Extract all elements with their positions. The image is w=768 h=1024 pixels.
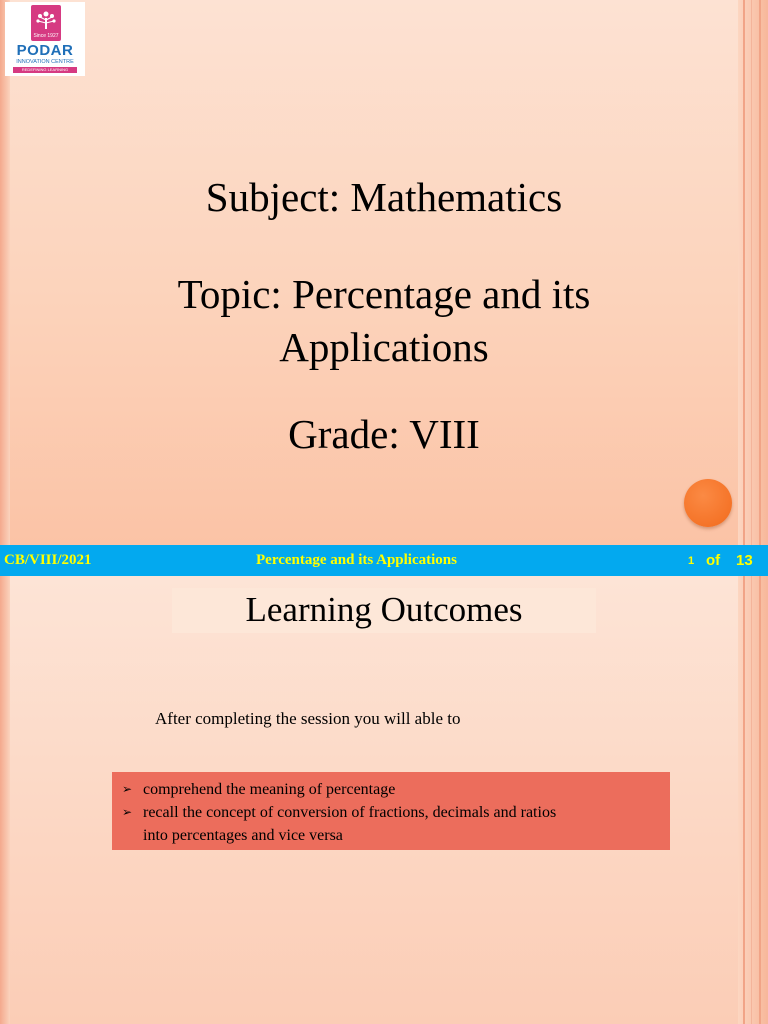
outcomes-list: [112, 772, 670, 847]
footer-page-number: 1: [688, 555, 695, 567]
slide-left-border: [0, 576, 10, 1024]
logo-since-text: Since 1927: [33, 33, 59, 39]
logo-tagline: REDEFINING LEARNING: [13, 67, 77, 73]
orange-circle-decoration: [684, 479, 732, 527]
subject-title: Subject: Mathematics: [205, 174, 563, 220]
arrowhead-bullet-icon: ➢: [122, 782, 133, 796]
learning-outcomes-heading-box: [172, 588, 596, 633]
footer-title: Percentage and its Applications: [256, 552, 457, 568]
outcomes-list-box: [112, 772, 670, 850]
topic-line-1: Topic: Percentage and its: [177, 271, 591, 317]
footer-page-total: 13: [736, 552, 753, 569]
list-item: [122, 778, 670, 801]
grade-title: Grade: VIII: [288, 411, 480, 457]
topic-title: [0, 268, 768, 374]
podar-logo: [5, 2, 85, 76]
list-item-text: comprehend the meaning of percentage: [143, 781, 396, 798]
slide-footer-bar: [0, 545, 768, 576]
list-item-text: into percentages and vice versa: [143, 827, 343, 844]
list-item: [122, 801, 670, 824]
topic-line-2: Applications: [279, 324, 489, 370]
slide-right-border: [738, 576, 768, 1024]
footer-code: CB/VIII/2021: [4, 552, 92, 568]
logo-subtitle: INNOVATION CENTRE: [16, 59, 74, 65]
tree-emblem-icon: [31, 5, 61, 41]
list-item-text: recall the concept of conversion of fractions, decimals and ratios: [143, 804, 557, 821]
list-item-continuation: [122, 824, 670, 847]
footer-of-label: of: [706, 552, 721, 569]
intro-text: After completing the session you will able to: [155, 709, 461, 728]
learning-outcomes-heading: Learning Outcomes: [245, 590, 523, 629]
logo-name: PODAR: [16, 42, 74, 59]
arrowhead-bullet-icon: ➢: [122, 805, 133, 819]
